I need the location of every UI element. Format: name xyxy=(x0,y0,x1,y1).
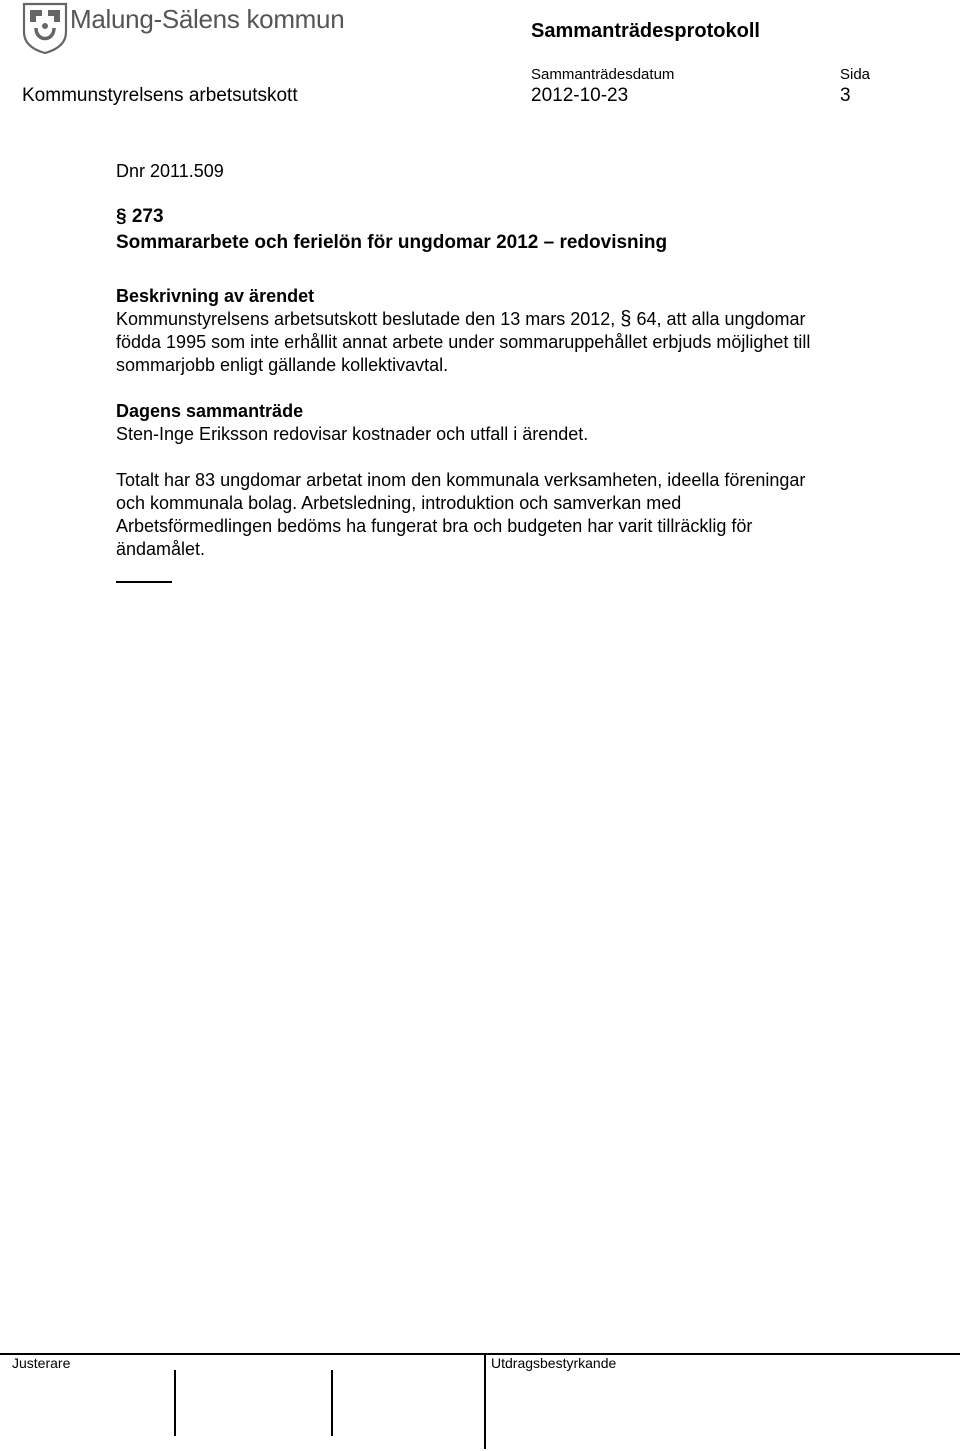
meeting-paragraph-line: Arbetsförmedlingen bedöms ha fungerat bra och budgeten har varit tillräcklig för xyxy=(116,516,753,536)
justerare-label: Justerare xyxy=(12,1355,71,1371)
page-label: Sida xyxy=(840,66,871,83)
page-number: 3 xyxy=(840,85,851,106)
organization-name: Malung-Sälens kommun xyxy=(70,4,345,34)
description-heading: Beskrivning av ärendet xyxy=(116,286,315,306)
meeting-paragraph-line: och kommunala bolag. Arbetsledning, introduktion och samverkan med xyxy=(116,493,682,513)
meeting-paragraph-line: Totalt har 83 ungdomar arbetat inom den kommunala verksamheten, ideella föreningar xyxy=(116,470,806,490)
signature-divider xyxy=(484,1353,486,1449)
description-text: 64, att alla ungdomar xyxy=(636,309,806,329)
case-title: Sommararbete och ferielön för ungdomar 2012 – redovisning xyxy=(116,232,668,253)
description-line: sommarjobb enligt gällande kollektivavtal. xyxy=(116,355,449,375)
utdragsbestyrkande-label: Utdragsbestyrkande xyxy=(491,1355,617,1371)
section-number: 273 xyxy=(131,206,164,227)
committee-name: Kommunstyrelsens arbetsutskott xyxy=(22,85,298,106)
description-line xyxy=(116,308,806,331)
meeting-text: Sten-Inge Eriksson redovisar kostnader och utfall i ärendet. xyxy=(116,424,589,444)
section-symbol: § xyxy=(620,308,632,330)
meeting-date: 2012-10-23 xyxy=(531,85,629,106)
signature-rule xyxy=(0,1353,960,1355)
signature-divider xyxy=(174,1370,176,1436)
document-type: Sammanträdesprotokoll xyxy=(531,20,760,42)
meeting-heading: Dagens sammanträde xyxy=(116,401,304,421)
case-number: Dnr 2011.509 xyxy=(116,161,224,181)
section-end-rule xyxy=(116,581,172,583)
section-symbol: § xyxy=(116,206,127,227)
signature-divider xyxy=(331,1370,333,1436)
municipal-crest-icon xyxy=(22,2,68,54)
date-label: Sammanträdesdatum xyxy=(531,66,675,83)
section-heading xyxy=(116,204,164,230)
meeting-paragraph-line: ändamålet. xyxy=(116,539,206,559)
description-line: födda 1995 som inte erhållit annat arbete under sommaruppehållet erbjuds möjlighet till xyxy=(116,332,811,352)
description-text: Kommunstyrelsens arbetsutskott beslutade den 13 mars 2012, xyxy=(116,309,616,329)
